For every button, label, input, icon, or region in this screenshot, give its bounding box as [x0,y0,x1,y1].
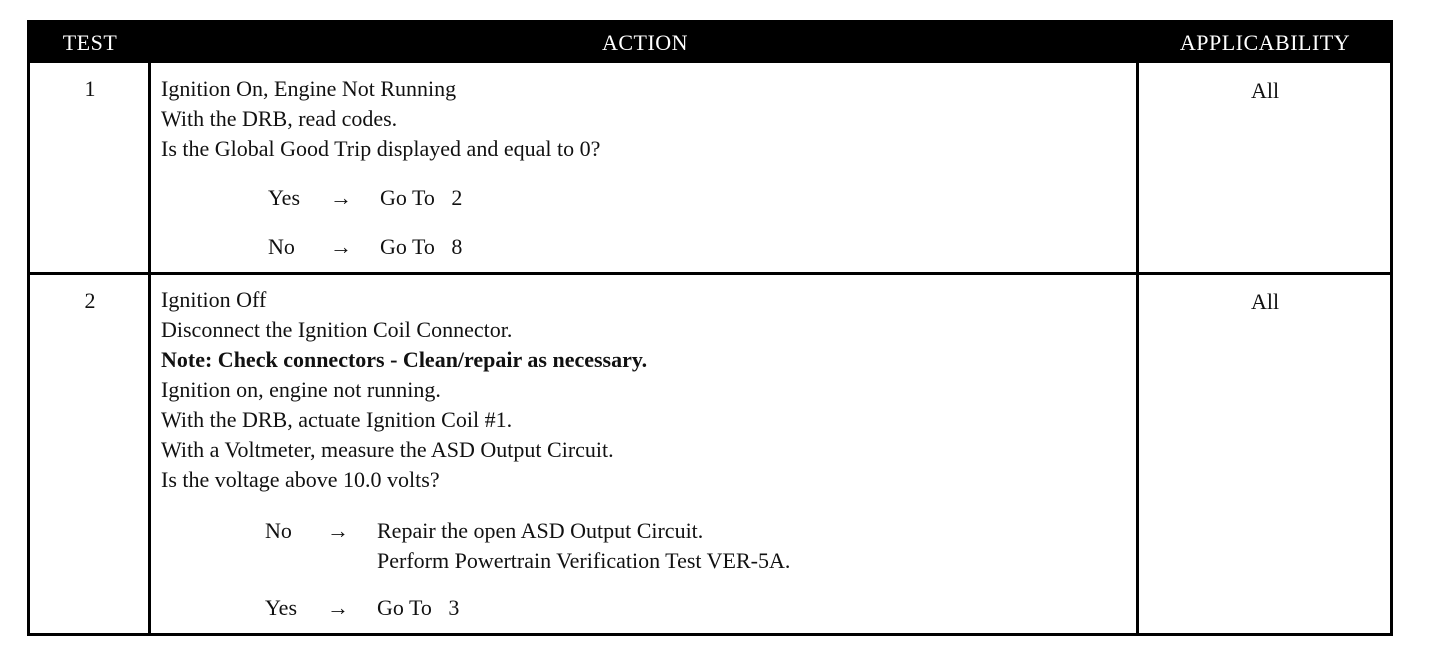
branch-label: Yes [265,595,298,620]
action-line: Ignition Off [161,287,267,312]
branch-label: No [265,518,292,543]
row-2-branch-no [265,516,790,576]
action-line: With the DRB, read codes. [161,106,398,131]
test-procedure-table [27,20,1393,636]
row-1-branch-yes [268,185,462,211]
arrow-right-icon: → [330,234,352,259]
row-1-applicability: All [1250,78,1280,103]
branch-destination: Go To 3 [377,595,460,620]
arrow-right-icon: → [327,518,349,543]
branch-destination-continued: Perform Powertrain Verification Test VER-5A. [377,548,791,573]
row-1-action-text [161,74,600,164]
row-1-test-number: 1 [84,76,96,101]
column-divider [148,63,151,633]
header-test: TEST [62,30,118,55]
branch-label: No [268,234,295,259]
branch-destination: Go To 2 [380,185,463,210]
action-line: Is the Global Good Trip displayed and equal to 0? [161,136,601,161]
header-action: ACTION [601,30,689,55]
action-line: Ignition On, Engine Not Running [161,76,457,101]
note-line: Note: Check connectors - Clean/repair as necessary. [161,347,648,372]
arrow-right-icon: → [330,185,352,210]
action-line: With a Voltmeter, measure the ASD Output Circuit. [161,437,614,462]
row-2-branch-yes [265,595,459,621]
action-line: Is the voltage above 10.0 volts? [161,467,440,492]
row-2-action-text [161,285,647,495]
column-divider [1136,63,1139,633]
action-line: With the DRB, actuate Ignition Coil #1. [161,407,513,432]
row-2-applicability: All [1250,289,1280,314]
row-1-branch-no [268,234,462,260]
row-2-test-number: 2 [84,288,96,313]
branch-destination: Repair the open ASD Output Circuit. [377,518,704,543]
row-divider [30,272,1390,275]
action-line: Ignition on, engine not running. [161,377,441,402]
branch-destination: Go To 8 [380,234,463,259]
header-applicability: APPLICABILITY [1179,30,1351,55]
table-header [30,23,1390,63]
branch-label: Yes [268,185,301,210]
action-line: Disconnect the Ignition Coil Connector. [161,317,513,342]
arrow-right-icon: → [327,595,349,620]
